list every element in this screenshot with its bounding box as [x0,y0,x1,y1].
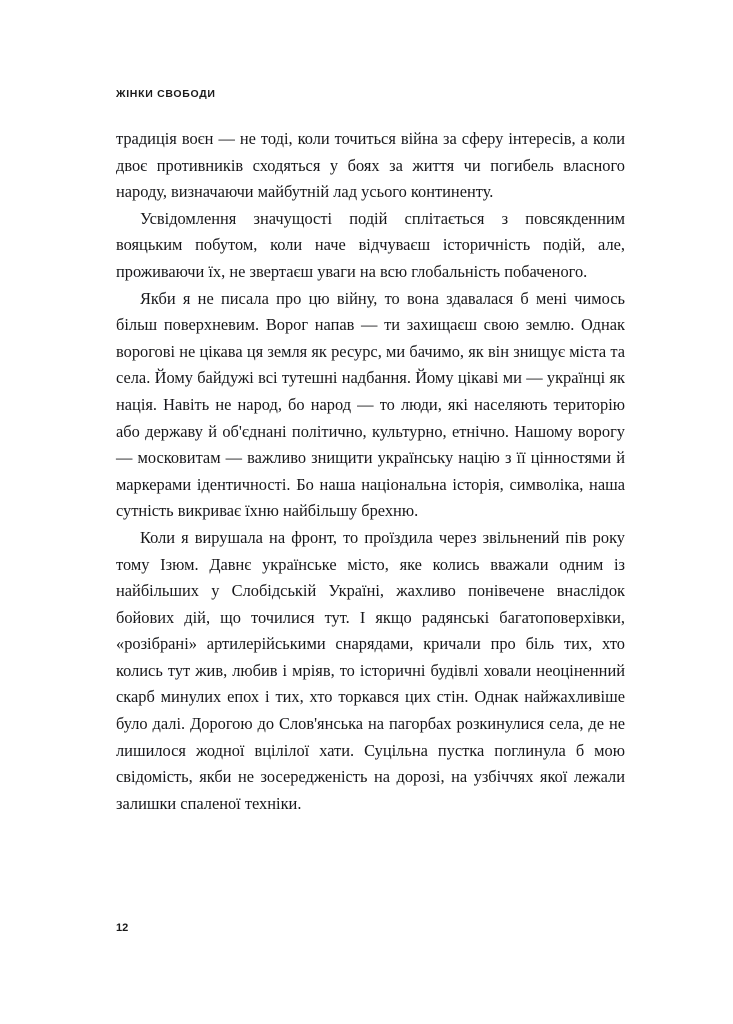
paragraph: Коли я вирушала на фронт, то проїздила через звільнений пів року тому Ізюм. Давнє українське місто, яке колись вважали одним із найбільших у Слобідській Україні, жахливо понівечене внаслідок бойових дій, що точилися тут. І якщо радянські багатоповерхівки, «розібрані» артилерійськими снарядами, кричали про біль тих, хто колись тут жив, любив і мріяв, то історичні будівлі ховали неоціненний скарб минулих епох і тих, хто торкався цих стін. Однак найжахливіше було далі. Дорогою до Слов'янська на пагорбах розкинулися села, де не лишилося жодної вцілілої хати. Суцільна пустка поглинула б мою свідомість, якби не зосередженість на дорозі, на узбіччях якої лежали залишки спаленої техніки. [116,527,625,813]
paragraph: Якби я не писала про цю війну, то вона здавалася б мені чимось більш поверхневим. Ворог напав — ти захищаєш свою землю. Однак ворогові не цікава ця земля як ресурс, ми бачимо, як він знищує міста та села. Йому байдужі всі тутешні надбання. Йому цікаві ми — українці як нація. Навіть не народ, бо народ — то люди, які населяють територію або державу й об'єднані політично, культурно, етнічно. Нашому ворогу — московитам — важливо знищити українську націю з її цінностями й маркерами ідентичності. Бо наша національна історія, символіка, наша сутність викриває їхню найбільшу брехню. [116,288,625,521]
body-text-block [116,126,625,817]
paragraph: традиція воєн — не тоді, коли точиться війна за сферу інтересів, а коли двоє противників сходяться у боях за життя чи погибель власного народу, визначаючи майбутній лад усього континенту. [116,129,625,202]
running-head: ЖІНКИ СВОБОДИ [116,88,216,100]
page-number: 12 [116,922,129,934]
paragraph: Усвідомлення значущості подій сплітається з повсякденним вояцьким побутом, коли наче відчуваєш історичність подій, але, проживаючи їх, не звертаєш уваги на всю глобальність побаченого. [116,208,625,281]
